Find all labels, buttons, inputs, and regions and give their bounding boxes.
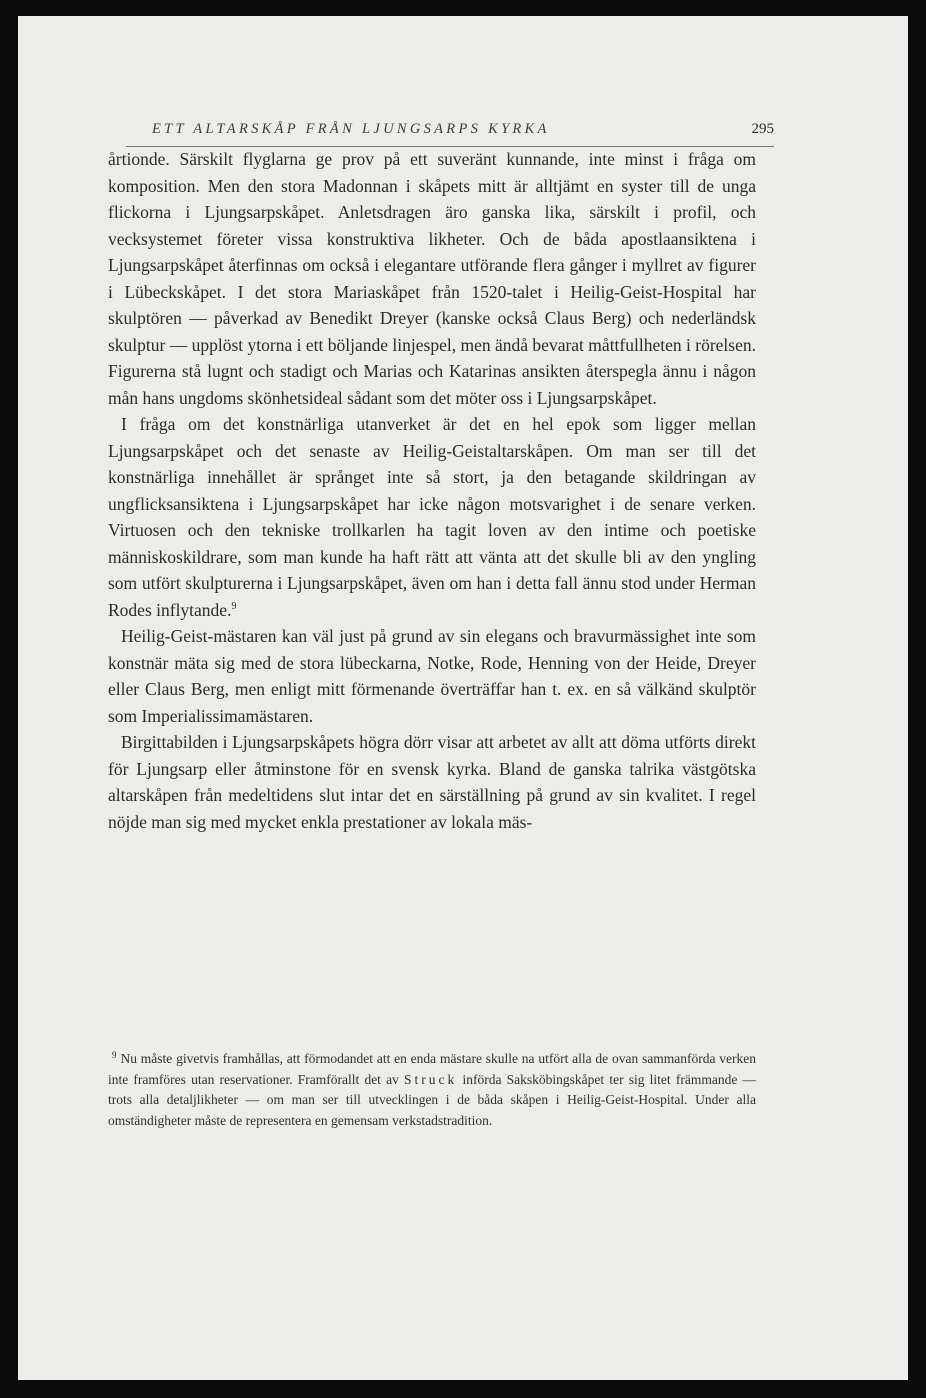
footnote-author-name: Struck bbox=[404, 1071, 458, 1087]
page-number: 295 bbox=[751, 121, 774, 137]
paragraph-2-text: I fråga om det konstnärliga utanverket är det en hel epok som ligger mellan Ljungsarpskåpet och det senaste av Heilig-Geistaltarskåpen. Om man ser till det konstnärliga innehållet är språnget inte så stort, ja den betagande skildringan av ungflicksansiktena i Ljungsarpskåpet har icke någon motsvarighet i de senare verken. Virtuosen och den tekniske trollkarlen ha tagit loven av den intime och poetiske människoskildrare, som man kunde ha haft rätt att vänta att det skulle bli av den yngling som utfört skulpturerna i Ljungsarpskåpet, även om han i detta fall ännu stod under Herman Rodes inflytande. bbox=[108, 414, 756, 620]
footnote-marker: 9 bbox=[112, 1049, 117, 1060]
footnote-text-1: Nu måste givetvis framhållas, att förmodandet att en enda mästare skulle na utfört alla de ovan sammanförda verken inte framföres utan reservationer. Framförallt det av bbox=[108, 1051, 756, 1087]
paragraph-1: årtionde. Särskilt flyglarna ge prov på ett suveränt kunnande, inte minst i fråga om komposition. Men den stora Madonnan i skåpets mitt är alltjämt en syster till de unga flickorna i Ljungsarpskåpet. Anletsdragen äro ganska lika, särskilt i profil, och vecksystemet företer vissa konstruktiva likheter. Och de båda apostlaansiktena i Ljungsarpskåpet återfinnas om också i elegantare utförande flera gånger i myllret av figurer i Lübeckskåpet. I det stora Mariaskåpet från 1520-talet i Heilig-Geist-Hospital har skulptören — påverkad av Benedikt Dreyer (kanske också Claus Berg) och nederländsk skulptur — upplöst ytorna i ett böljande linjespel, men ändå bevarat måttfullheten i rörelsen. Figurerna stå lugnt och stadigt och Marias och Katarinas ansikten återspegla ännu i någon mån hans ungdoms skönhetsideal sådant som det möter oss i Ljungsarpskåpet. bbox=[108, 149, 756, 408]
paragraph-4: Birgittabilden i Ljungsarpskåpets högra dörr visar att arbetet av allt att döma utförts direkt för Ljungsarp eller åtminstone för en svensk kyrka. Bland de ganska talrika västgötska altarskåpen från medeltidens slut intar det en särställning på grund av sin kvalitet. I regel nöjde man sig med mycket enkla prestationer av lokala mäs- bbox=[108, 732, 756, 832]
footnote-reference: 9 bbox=[231, 600, 237, 612]
footnote-text-2: införda Saksköbingskåpet ter sig litet främmande — trots alla detaljlikheter — om man ser till utvecklingen i de båda skåpen i Heilig-Geist-Hospital. Under alla omständigheter måste de representera en gemensam verkstadstradition. bbox=[108, 1071, 757, 1128]
paragraph-3: Heilig-Geist-mästaren kan väl just på grund av sin elegans och bravurmässighet inte som konstnär mäta sig med de stora lübeckarna, Notke, Rode, Henning von der Heide, Dreyer eller Claus Berg, men enligt mitt förmenande överträffar han t. ex. en så välkänd skulptör som Imperialissimamästaren. bbox=[108, 626, 756, 726]
footnote bbox=[108, 1049, 756, 1131]
running-header bbox=[126, 116, 774, 147]
main-text bbox=[108, 146, 756, 835]
running-title: ETT ALTARSKÅP FRÅN LJUNGSARPS KYRKA bbox=[152, 121, 550, 137]
paragraph-2 bbox=[108, 411, 756, 623]
